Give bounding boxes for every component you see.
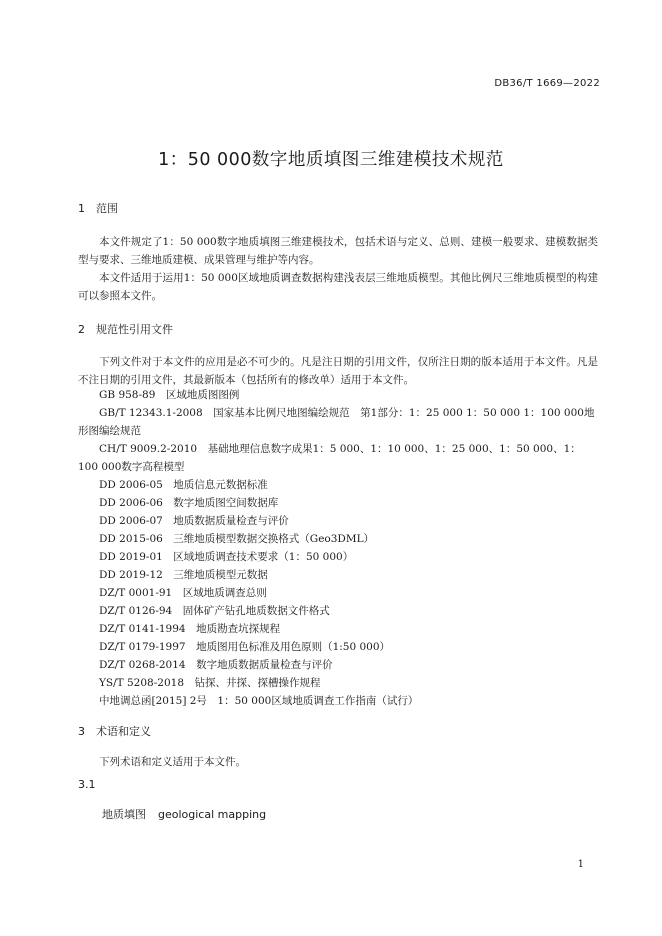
section-1-heading	[78, 200, 118, 216]
document-title: 1：50 000数字地质填图三维建模技术规范	[158, 150, 504, 170]
reference-item: DZ/T 0141-1994 地质勘查坑探规程	[99, 623, 281, 635]
reference-item: DZ/T 0126-94 固体矿产钻孔地质数据文件格式	[99, 605, 330, 617]
term-entry	[102, 806, 266, 822]
reference-item: DD 2019-01 区域地质调查技术要求（1：50 000）	[99, 551, 354, 563]
section-title: 范围	[96, 202, 118, 215]
reference-item: DD 2006-07 地质数据质量检查与评价	[99, 515, 289, 527]
section-title: 规范性引用文件	[96, 323, 173, 336]
section-2-heading	[78, 321, 173, 337]
reference-item: DD 2006-06 数字地质图空间数据库	[99, 497, 279, 509]
reference-item: DD 2019-12 三维地质模型元数据	[99, 569, 268, 581]
reference-item: DZ/T 0268-2014 数字地质数据质量检查与评价	[99, 659, 333, 671]
reference-list	[78, 386, 598, 710]
section-2-intro: 下列文件对于本文件的应用是必不可少的。凡是注日期的引用文件，仅所注日期的版本适用于本文件。凡是不注日期的引用文件，其最新版本（包括所有的修改单）适用于本文件。	[78, 356, 598, 386]
section-number: 2	[78, 323, 85, 336]
reference-item: YS/T 5208-2018 钻探、井探、探槽操作规程	[99, 677, 321, 689]
section-number: 1	[78, 202, 85, 215]
standard-code: DB36/T 1669—2022	[494, 78, 600, 89]
section-1-paragraph-2: 本文件适用于运用1：50 000区域地质调查数据构建浅表层三维地质模型。其他比例尺三维地质模型的构建可以参照本文件。	[78, 272, 598, 302]
reference-item: 中地调总函[2015] 2号 1：50 000区域地质调查工作指南（试行）	[99, 695, 419, 707]
term-chinese: 地质填图	[102, 808, 146, 821]
reference-item: DZ/T 0179-1997 地质图用色标准及用色原则（1:50 000）	[99, 641, 391, 653]
reference-item: CH/T 9009.2-2010 基础地理信息数字成果1：5 000、1：10 000、1：25 000、1：50 000、1：100 000数字高程模型	[78, 443, 581, 473]
reference-item: GB/T 12343.1-2008 国家基本比例尺地图编绘规范 第1部分：1：25 000 1：50 000 1：100 000地形图编绘规范	[78, 407, 595, 437]
reference-item: DD 2015-06 三维地质模型数据交换格式（Geo3DML）	[99, 533, 375, 545]
section-1-paragraph-1: 本文件规定了1：50 000数字地质填图三维建模技术，包括术语与定义、总则、建模一般要求、建模数据类型与要求、三维地质建模、成果管理与维护等内容。	[78, 236, 598, 266]
section-3-heading	[78, 723, 151, 739]
section-number: 3	[78, 725, 85, 738]
term-english: geological mapping	[158, 808, 267, 821]
page-number: 1	[577, 859, 584, 870]
clause-number: 3.1	[78, 778, 96, 791]
reference-item: DZ/T 0001-91 区域地质调查总则	[99, 587, 267, 599]
section-title: 术语和定义	[96, 725, 151, 738]
section-3-intro: 下列术语和定义适用于本文件。	[99, 756, 246, 768]
reference-item: DD 2006-05 地质信息元数据标准	[99, 479, 268, 491]
reference-item: GB 958-89 区域地质图图例	[99, 389, 240, 401]
